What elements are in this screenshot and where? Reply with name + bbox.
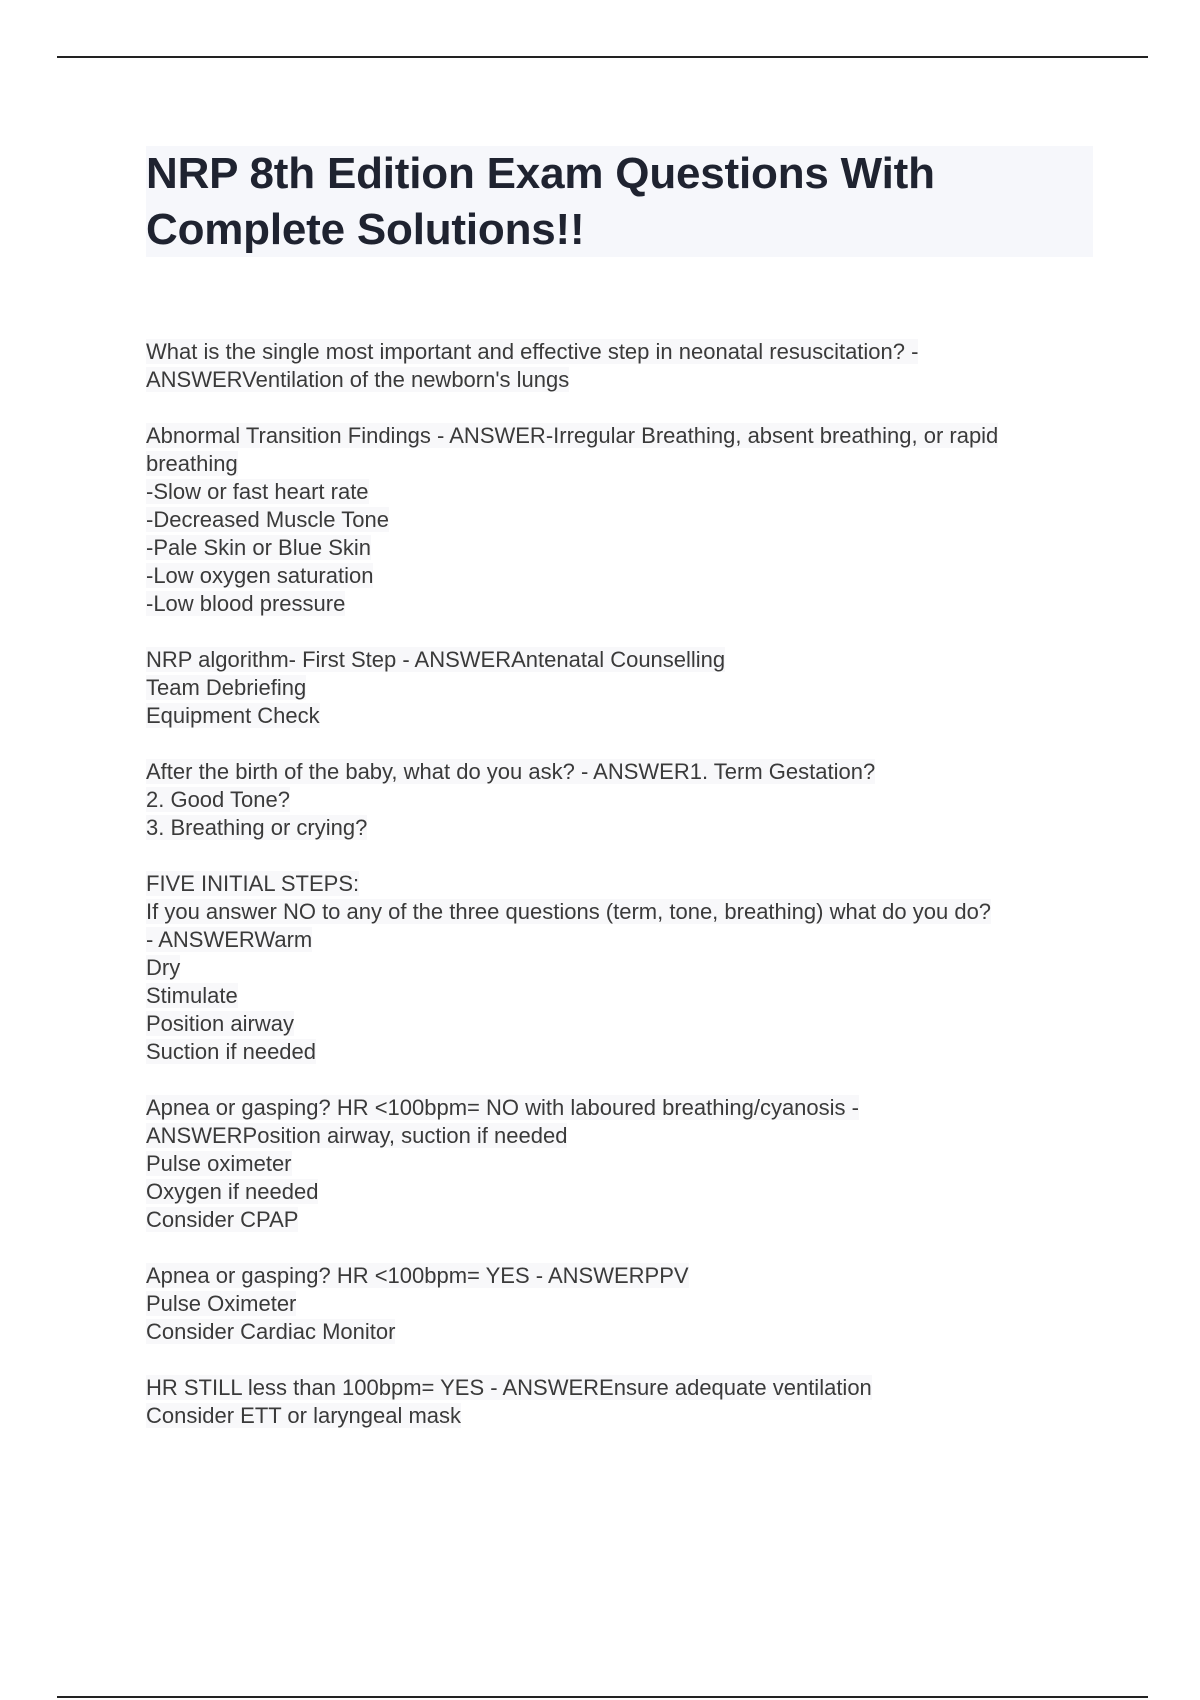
qa-paragraph (146, 1374, 1096, 1430)
qa-paragraph (146, 758, 1096, 842)
line-text: If you answer NO to any of the three questions (term, tone, breathing) what do you do? (146, 899, 992, 924)
qa-paragraph (146, 338, 1096, 394)
line-text: 2. Good Tone? (146, 787, 290, 812)
line-text: -Low blood pressure (146, 591, 346, 616)
text-line (146, 450, 1096, 478)
text-line (146, 478, 1096, 506)
line-text: Dry (146, 955, 181, 980)
line-text: Pulse oximeter (146, 1151, 292, 1176)
line-text: Oxygen if needed (146, 1179, 319, 1204)
line-text: Equipment Check (146, 703, 320, 728)
qa-paragraph (146, 1094, 1096, 1234)
text-line (146, 1374, 1096, 1402)
text-line (146, 366, 1096, 394)
text-line (146, 758, 1096, 786)
text-line (146, 1290, 1096, 1318)
qa-paragraph (146, 1262, 1096, 1346)
text-line (146, 534, 1096, 562)
qa-paragraph (146, 646, 1096, 730)
line-text: 3. Breathing or crying? (146, 815, 368, 840)
text-line (146, 1262, 1096, 1290)
text-line (146, 422, 1096, 450)
text-line (146, 1178, 1096, 1206)
line-text: -Pale Skin or Blue Skin (146, 535, 371, 560)
line-text: NRP algorithm- First Step - ANSWERAntenatal Counselling (146, 647, 726, 672)
line-text: After the birth of the baby, what do you ask? - ANSWER1. Term Gestation? (146, 759, 876, 784)
qa-paragraph (146, 422, 1096, 618)
text-line (146, 338, 1096, 366)
text-line (146, 1122, 1096, 1150)
line-text: Consider ETT or laryngeal mask (146, 1403, 462, 1428)
text-line (146, 590, 1096, 618)
header-rule (57, 56, 1148, 58)
line-text: FIVE INITIAL STEPS: (146, 871, 360, 896)
line-text: -Slow or fast heart rate (146, 479, 369, 504)
text-line (146, 786, 1096, 814)
qa-paragraph (146, 870, 1096, 1066)
footer-rule (57, 1696, 1148, 1698)
text-line (146, 1150, 1096, 1178)
text-line (146, 506, 1096, 534)
line-text: -Decreased Muscle Tone (146, 507, 389, 532)
line-text: Consider CPAP (146, 1207, 299, 1232)
text-line (146, 814, 1096, 842)
text-line (146, 1402, 1096, 1430)
line-text: Team Debriefing (146, 675, 307, 700)
text-line (146, 1318, 1096, 1346)
text-line (146, 926, 1096, 954)
line-text: HR STILL less than 100bpm= YES - ANSWEREnsure adequate ventilation (146, 1375, 872, 1400)
text-line (146, 702, 1096, 730)
line-text: Position airway (146, 1011, 294, 1036)
document-body (146, 338, 1096, 1458)
text-line (146, 1094, 1096, 1122)
line-text: Apnea or gasping? HR <100bpm= NO with laboured breathing/cyanosis - (146, 1095, 859, 1120)
line-text: ANSWERVentilation of the newborn's lungs (146, 367, 570, 392)
text-line (146, 982, 1096, 1010)
text-line (146, 1038, 1096, 1066)
line-text: Pulse Oximeter (146, 1291, 297, 1316)
text-line (146, 954, 1096, 982)
line-text: Stimulate (146, 983, 238, 1008)
document-title: NRP 8th Edition Exam Questions With Complete Solutions!! (146, 149, 935, 254)
line-text: - ANSWERWarm (146, 927, 313, 952)
line-text: -Low oxygen saturation (146, 563, 374, 588)
text-line (146, 1010, 1096, 1038)
line-text: What is the single most important and effective step in neonatal resuscitation? - (146, 339, 919, 364)
line-text: Suction if needed (146, 1039, 317, 1064)
text-line (146, 1206, 1096, 1234)
text-line (146, 898, 1096, 926)
text-line (146, 562, 1096, 590)
line-text: breathing (146, 451, 238, 476)
line-text: Abnormal Transition Findings - ANSWER-Irregular Breathing, absent breathing, or rapid (146, 423, 999, 448)
text-line (146, 870, 1096, 898)
text-line (146, 674, 1096, 702)
text-line (146, 646, 1096, 674)
line-text: Consider Cardiac Monitor (146, 1319, 396, 1344)
line-text: ANSWERPosition airway, suction if needed (146, 1123, 568, 1148)
line-text: Apnea or gasping? HR <100bpm= YES - ANSWERPPV (146, 1263, 689, 1288)
